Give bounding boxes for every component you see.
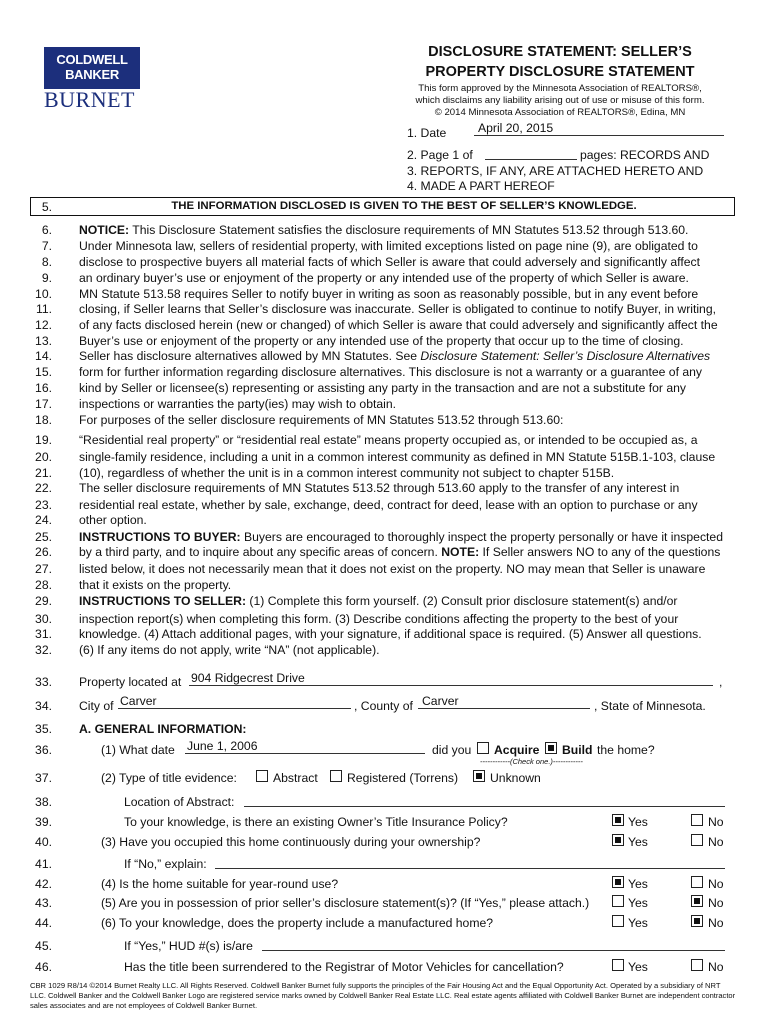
body-line: that it exists on the property. <box>79 578 232 592</box>
line-number: 46. <box>35 960 52 974</box>
line-number: 22. <box>35 481 52 495</box>
line-number: 26. <box>35 545 52 559</box>
q1-date-value: June 1, 2006 <box>187 739 258 753</box>
q43-yes-label: Yes <box>628 896 648 910</box>
header-line3: 3. REPORTS, IF ANY, ARE ATTACHED HERETO AND <box>407 164 704 178</box>
unknown-checkbox[interactable] <box>473 770 485 782</box>
body-line: MN Statute 513.58 requires Seller to notify buyer in writing as soon as reasonably possible, but in any event before <box>79 287 699 301</box>
q1-did-label: did you <box>432 743 472 757</box>
body-line: disclose to prospective buyers all material facts of which Seller is aware that could adversely and significantly affect <box>79 255 700 269</box>
page-count-field[interactable] <box>485 145 577 160</box>
approved-note: This form approved by the Minnesota Association of REALTORS®, <box>418 83 702 94</box>
form-title-line1: DISCLOSURE STATEMENT: SELLER’S <box>428 44 692 60</box>
q44-text: (6) To your knowledge, does the property include a manufactured home? <box>101 916 494 930</box>
body-line: Under Minnesota law, sellers of residential property, with limited exceptions listed on page nine (9), are obligated to <box>79 239 698 253</box>
build-checkbox[interactable] <box>545 742 557 754</box>
general-info-heading: A. GENERAL INFORMATION: <box>79 722 247 736</box>
q40-yes-label: Yes <box>628 835 648 849</box>
line-number: 37. <box>35 771 52 785</box>
q41-text: If “No,” explain: <box>124 857 207 871</box>
line-number: 42. <box>35 877 52 891</box>
q46-yes-label: Yes <box>628 960 648 974</box>
line-number: 5. <box>41 200 52 214</box>
line-number: 10. <box>35 287 52 301</box>
form-title-line2: PROPERTY DISCLOSURE STATEMENT <box>425 64 695 80</box>
line-number: 18. <box>35 413 52 427</box>
torrens-label: Registered (Torrens) <box>347 771 459 785</box>
body-line: Seller has disclosure alternatives allowed by MN Statutes. See Disclosure Statement: Seller’s Disclosure Alternatives <box>79 349 711 363</box>
body-line: kind by Seller or licensee(s) representing or assisting any party in the transaction and are not a substitute for any <box>79 381 686 395</box>
line-number: 34. <box>35 699 52 713</box>
body-line: knowledge. (4) Attach additional pages, with your signature, if additional space is required. (5) Answer all questions. <box>79 627 702 641</box>
line-number: 41. <box>35 857 52 871</box>
line-number: 7. <box>41 239 52 253</box>
body-line: For purposes of the seller disclosure requirements of MN Statutes 513.52 through 513.60: <box>79 413 564 427</box>
q1-date-field[interactable] <box>185 739 425 754</box>
q2-label: (2) Type of title evidence: <box>101 771 237 785</box>
line-number: 36. <box>35 743 52 757</box>
q43-yes-checkbox[interactable] <box>612 895 624 907</box>
disclaimer-note: which disclaims any liability arising out of use or misuse of this form. <box>415 95 705 106</box>
body-line: Buyer’s use or enjoyment of the property or any intended use of the property that occur up to the time of closing. <box>79 334 684 348</box>
county-label: , County of <box>354 699 413 713</box>
line-number: 23. <box>35 498 52 512</box>
city-field[interactable] <box>118 694 351 709</box>
q45-text: If “Yes,” HUD #(s) is/are <box>124 939 253 953</box>
check-one-note: ------------(Check one.)------------ <box>480 757 583 766</box>
line-number: 39. <box>35 815 52 829</box>
county-field[interactable] <box>418 694 590 709</box>
line-number: 25. <box>35 530 52 544</box>
line-number: 43. <box>35 896 52 910</box>
q46-yes-checkbox[interactable] <box>612 959 624 971</box>
line-number: 13. <box>35 334 52 348</box>
line-number: 12. <box>35 318 52 332</box>
line-number: 11. <box>35 302 52 316</box>
line-number: 15. <box>35 365 52 379</box>
logo-line1: COLDWELL <box>56 52 128 67</box>
q39-yes-checkbox[interactable] <box>612 814 624 826</box>
body-line: form for further information regarding disclosure alternatives. This disclosure is not a warranty or a guarantee of any <box>79 365 702 379</box>
line-number: 6. <box>41 223 52 237</box>
body-line: NOTICE: This Disclosure Statement satisfies the disclosure requirements of MN Statutes 513.52 through 513.60. <box>79 223 689 237</box>
body-line: INSTRUCTIONS TO BUYER: Buyers are encouraged to thoroughly inspect the property personally or have it inspected <box>79 530 723 544</box>
q44-no-label: No <box>708 916 724 930</box>
q43-no-label: No <box>708 896 724 910</box>
q42-yes-checkbox[interactable] <box>612 876 624 888</box>
footer-line2: LLC. Coldwell Banker and the Coldwell Banker Logo are registered service marks owned by Coldwell Banker Real Estate LLC. Real estate agents affiliated with Coldwell Banker Burnet are independent contractor <box>30 991 736 1000</box>
state-label: , State of Minnesota. <box>594 699 706 713</box>
line-number: 44. <box>35 916 52 930</box>
body-line: The seller disclosure requirements of MN Statutes 513.52 through 513.60 apply to the transfer of any interest in <box>79 481 680 495</box>
q1-end: the home? <box>597 743 655 757</box>
q44-yes-checkbox[interactable] <box>612 915 624 927</box>
line-number: 40. <box>35 835 52 849</box>
property-address: 904 Ridgecrest Drive <box>191 671 305 685</box>
line-number: 21. <box>35 466 52 480</box>
address-comma: , <box>719 675 723 689</box>
line-number: 9. <box>41 271 52 285</box>
header-line4: 4. MADE A PART HEREOF <box>407 179 555 193</box>
q42-no-checkbox[interactable] <box>691 876 703 888</box>
body-line: “Residential real property” or “residential real estate” means property occupied as, or intended to be occupied as, a <box>79 433 698 447</box>
q1-label: (1) What date <box>101 743 175 757</box>
q39-no-checkbox[interactable] <box>691 814 703 826</box>
acquire-checkbox[interactable] <box>477 742 489 754</box>
hud-number-field[interactable] <box>262 936 725 951</box>
q39-text: To your knowledge, is there an existing Owner’s Title Insurance Policy? <box>124 815 508 829</box>
q39-yes-label: Yes <box>628 815 648 829</box>
line-number: 19. <box>35 433 52 447</box>
q44-yes-label: Yes <box>628 916 648 930</box>
line-number: 35. <box>35 722 52 736</box>
line-number: 27. <box>35 562 52 576</box>
date-value: April 20, 2015 <box>478 121 554 135</box>
coldwell-banker-logo <box>44 47 140 89</box>
line-number: 33. <box>35 675 52 689</box>
line-number: 29. <box>35 594 52 608</box>
abstract-checkbox[interactable] <box>256 770 268 782</box>
property-address-field[interactable] <box>189 671 713 686</box>
body-line: of any facts disclosed herein (new or changed) of which Seller is aware that could adversely and significantly affect the <box>79 318 718 332</box>
torrens-checkbox[interactable] <box>330 770 342 782</box>
q43-text: (5) Are you in possession of prior seller’s disclosure statement(s)? (If “Yes,” please attach.) <box>101 896 590 910</box>
property-located-label: Property located at <box>79 675 182 689</box>
page-label: 2. Page 1 of <box>407 148 473 162</box>
unknown-label: Unknown <box>490 771 541 785</box>
acquire-label: Acquire <box>494 743 540 757</box>
q46-no-checkbox[interactable] <box>691 959 703 971</box>
body-line: by a third party, and to inquire about any specific areas of concern. NOTE: If Seller answers NO to any of the questions <box>79 545 721 559</box>
body-line: an ordinary buyer’s use or enjoyment of the property or any intended use of the property of which Seller is aware. <box>79 271 689 285</box>
line-number: 8. <box>41 255 52 269</box>
q46-text: Has the title been surrendered to the Registrar of Motor Vehicles for cancellation? <box>124 960 564 974</box>
copyright-note: © 2014 Minnesota Association of REALTORS®, Edina, MN <box>434 107 686 118</box>
body-line: inspections or warranties the party(ies) may wish to obtain. <box>79 397 397 411</box>
line-number: 24. <box>35 513 52 527</box>
line-number: 17. <box>35 397 52 411</box>
q46-no-label: No <box>708 960 724 974</box>
q40-yes-checkbox[interactable] <box>612 834 624 846</box>
line-number: 16. <box>35 381 52 395</box>
body-line: (6) If any items do not apply, write “NA” (not applicable). <box>79 643 380 657</box>
footer-line1: CBR 1029 R8/14 ©2014 Burnet Realty LLC. All Rights Reserved. Coldwell Banker Burnet fully supports the principles of the Fair Housing Act and the Equal Opportunity Act. Operated by a subsidiary of NRT <box>30 981 721 990</box>
city-value: Carver <box>120 694 157 708</box>
city-label: City of <box>79 699 114 713</box>
line-number: 14. <box>35 349 52 363</box>
abstract-location-field[interactable] <box>244 792 725 807</box>
q40-no-label: No <box>708 835 724 849</box>
body-line: residential real estate, whether by sale, exchange, deed, contract for deed, lease with an option to purchase or any <box>79 498 698 512</box>
line-number: 32. <box>35 643 52 657</box>
q42-yes-label: Yes <box>628 877 648 891</box>
logo-line2: BANKER <box>65 67 119 82</box>
line-number: 20. <box>35 450 52 464</box>
body-line: other option. <box>79 513 147 527</box>
body-line: closing, if Seller learns that Seller’s disclosure was inaccurate. Seller is obligated to continue to notify Buyer, in writing, <box>79 302 717 316</box>
q40-text: (3) Have you occupied this home continuously during your ownership? <box>101 835 481 849</box>
body-line: INSTRUCTIONS TO SELLER: (1) Complete this form yourself. (2) Consult prior disclosure statement(s) and/or <box>79 594 678 608</box>
line-number: 45. <box>35 939 52 953</box>
line-number: 28. <box>35 578 52 592</box>
q42-no-label: No <box>708 877 724 891</box>
line-number: 31. <box>35 627 52 641</box>
build-label: Build <box>562 743 593 757</box>
abstract-label: Abstract <box>273 771 318 785</box>
abstract-location-label: Location of Abstract: <box>124 795 235 809</box>
line-number: 38. <box>35 795 52 809</box>
page-suffix: pages: RECORDS AND <box>580 148 710 162</box>
q39-no-label: No <box>708 815 724 829</box>
q43-no-checkbox[interactable] <box>691 895 703 907</box>
body-line: inspection report(s) when completing this form. (3) Describe conditions affecting the property to the best of your <box>79 612 679 626</box>
body-line: single-family residence, including a unit in a common interest community as defined in MN Statute 515B.1-103, clause <box>79 450 716 464</box>
county-value: Carver <box>422 694 459 708</box>
q41-explain-field[interactable] <box>215 854 725 869</box>
footer-line3: sales associates and are not employees of Coldwell Banker Burnet. <box>30 1001 258 1010</box>
q40-no-checkbox[interactable] <box>691 834 703 846</box>
burnet-logo: BURNET <box>44 87 135 112</box>
date-field[interactable] <box>474 121 724 136</box>
body-line: listed below, it does not necessarily mean that it does not exist on the property. NO may mean that Seller is unaware <box>79 562 706 576</box>
banner-text: THE INFORMATION DISCLOSED IS GIVEN TO THE BEST OF SELLER’S KNOWLEDGE. <box>171 200 637 212</box>
q44-no-checkbox[interactable] <box>691 915 703 927</box>
date-label: 1. Date <box>407 126 447 140</box>
q42-text: (4) Is the home suitable for year-round use? <box>101 877 339 891</box>
line-number: 30. <box>35 612 52 626</box>
body-line: (10), regardless of whether the unit is in a common interest community not subject to chapter 515B. <box>79 466 615 480</box>
